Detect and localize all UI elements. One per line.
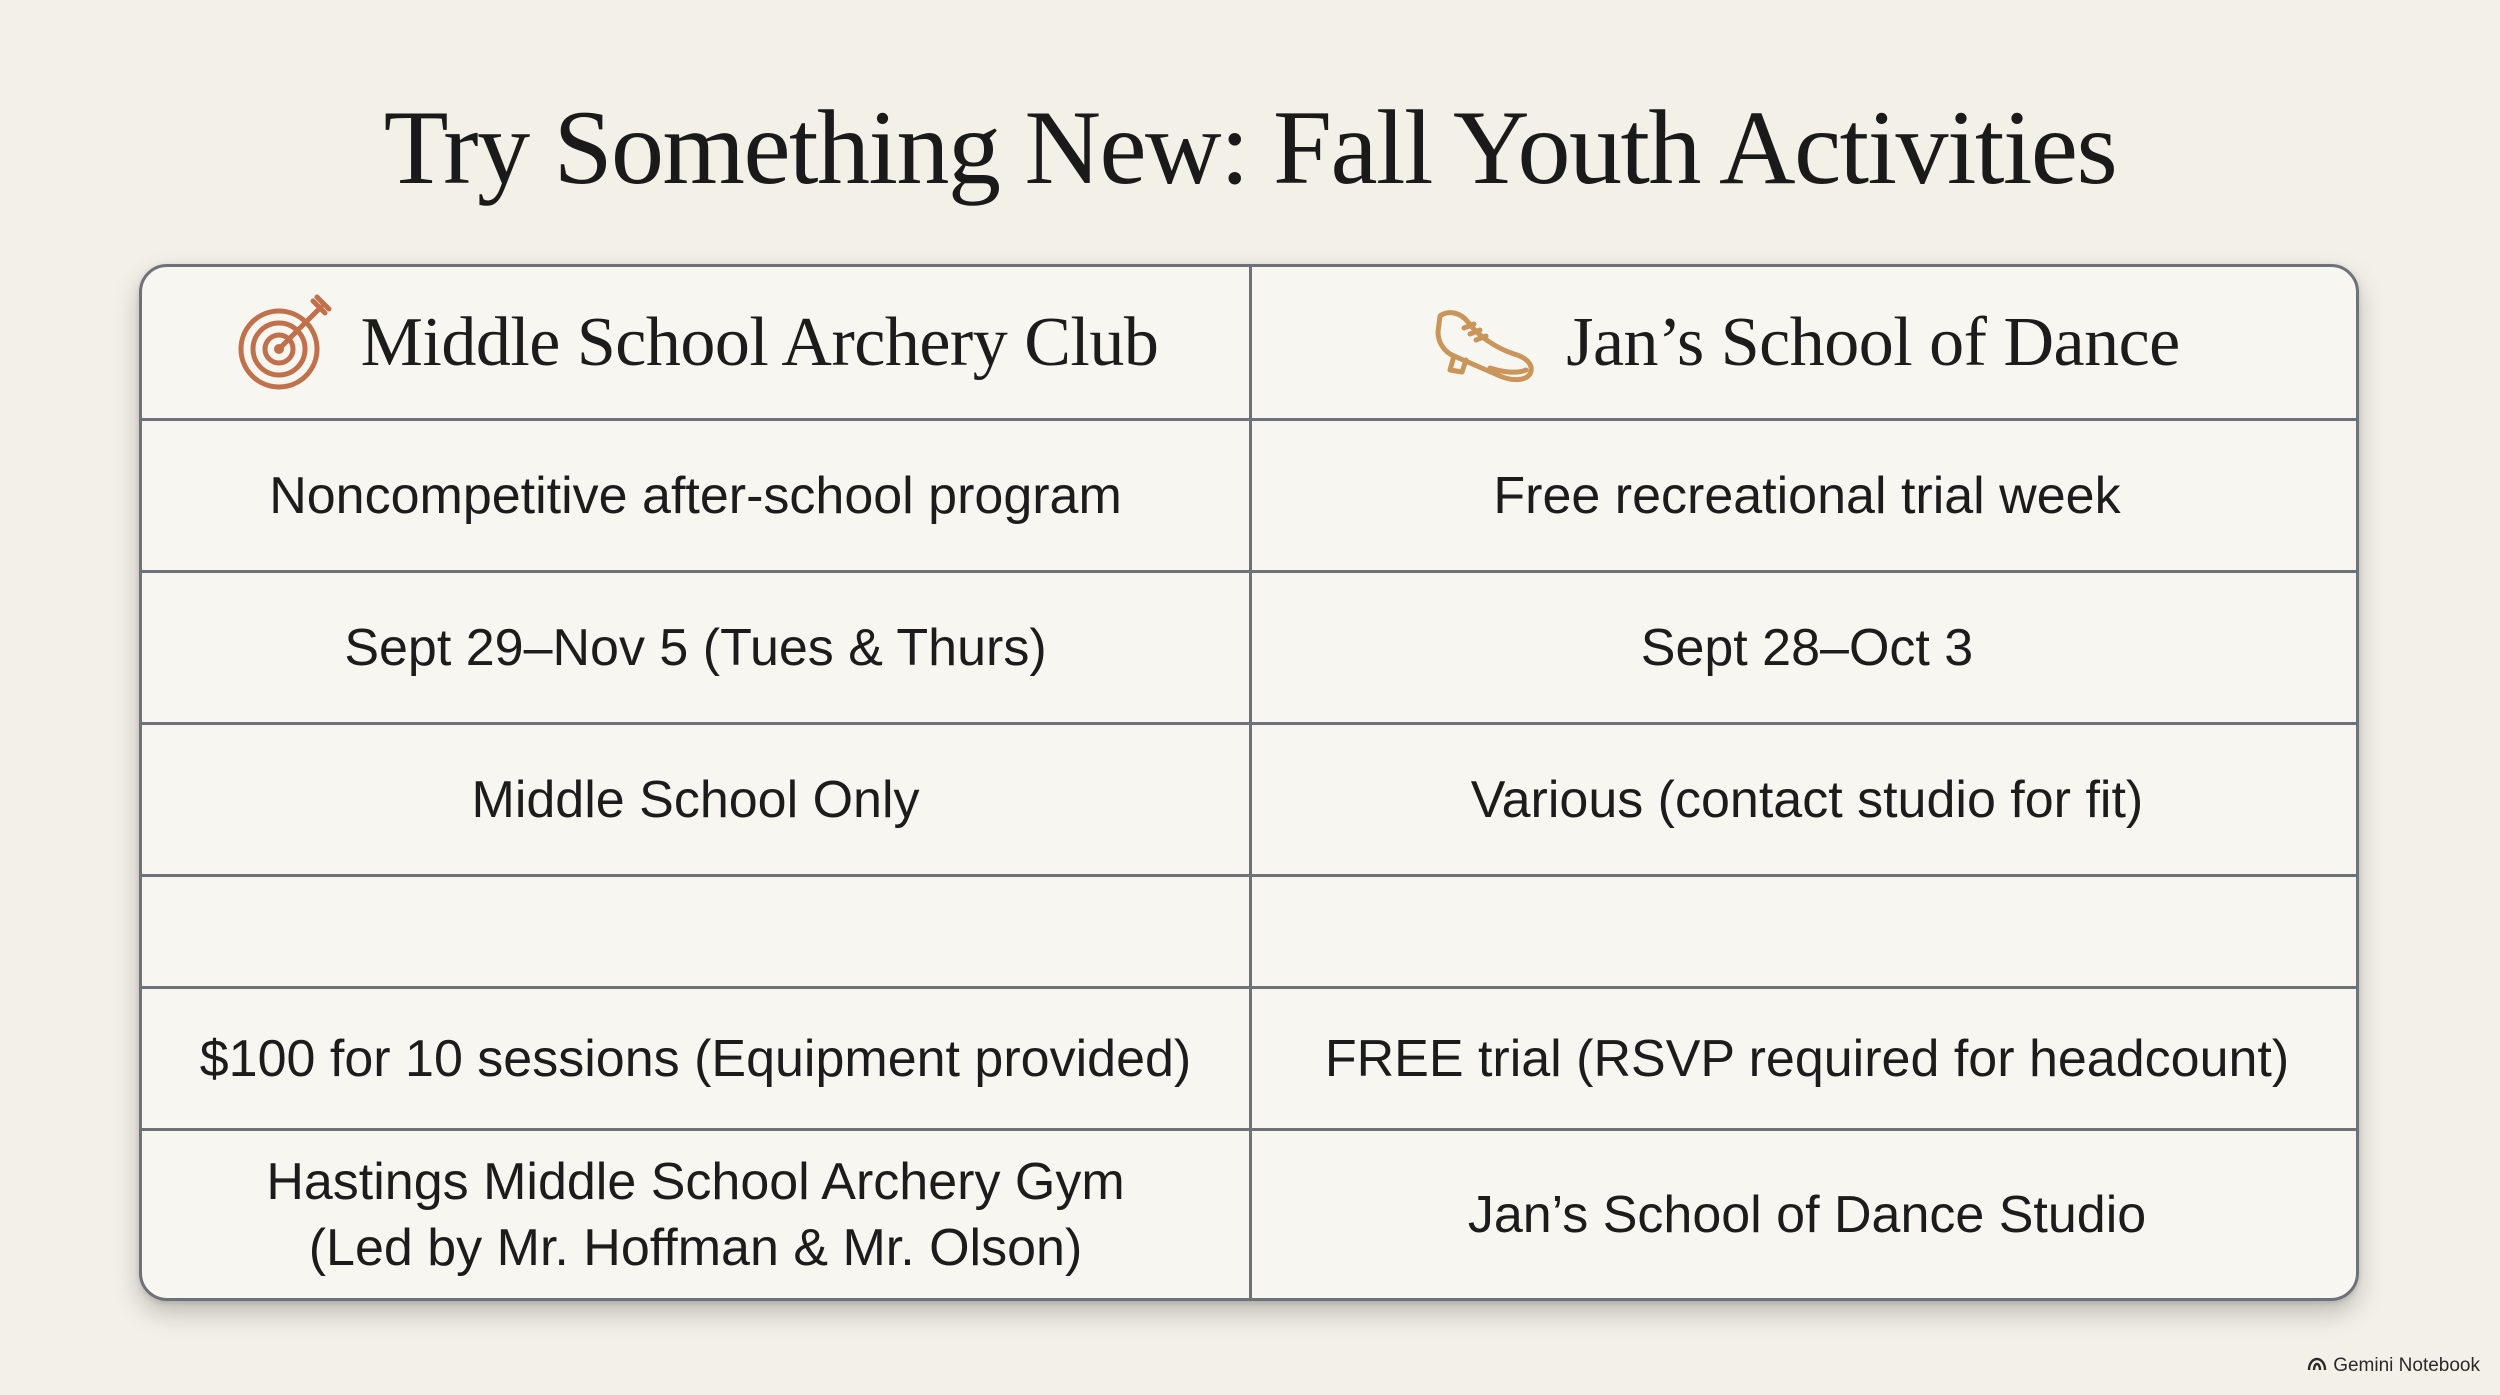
watermark	[2307, 1355, 2480, 1377]
watermark-text: Gemini Notebook	[2333, 1355, 2480, 1376]
archery-column-header	[142, 267, 1252, 421]
activities-comparison-table	[139, 264, 2359, 1301]
archery-column-title: Middle School Archery Club	[360, 303, 1159, 381]
archery-dates: Sept 29–Nov 5 (Tues & Thurs)	[142, 573, 1252, 725]
dance-shoe-icon	[1434, 298, 1538, 388]
archery-location: Hastings Middle School Archery Gym (Led by Mr. Hoffman & Mr. Olson)	[142, 1131, 1252, 1298]
archery-target-icon	[233, 293, 333, 393]
dance-column-title: Jan’s School of Dance	[1566, 303, 2180, 381]
dance-column-header	[1252, 267, 2359, 421]
archery-program-type: Noncompetitive after-school program	[142, 421, 1252, 573]
archery-empty-cell	[142, 877, 1252, 989]
dance-location: Jan’s School of Dance Studio	[1467, 1185, 2147, 1244]
dance-eligibility: Various (contact studio for fit)	[1252, 725, 2359, 877]
notebook-logo-icon	[2307, 1355, 2327, 1377]
archery-cost: $100 for 10 sessions (Equipment provided)	[142, 989, 1252, 1131]
page-title: Try Something New: Fall Youth Activities	[383, 89, 2117, 206]
dance-dates: Sept 28–Oct 3	[1252, 573, 2359, 725]
archery-eligibility: Middle School Only	[142, 725, 1252, 877]
dance-empty-cell	[1252, 877, 2359, 989]
dance-program-type: Free recreational trial week	[1252, 421, 2359, 573]
dance-cost: FREE trial (RSVP required for headcount)	[1252, 989, 2359, 1131]
